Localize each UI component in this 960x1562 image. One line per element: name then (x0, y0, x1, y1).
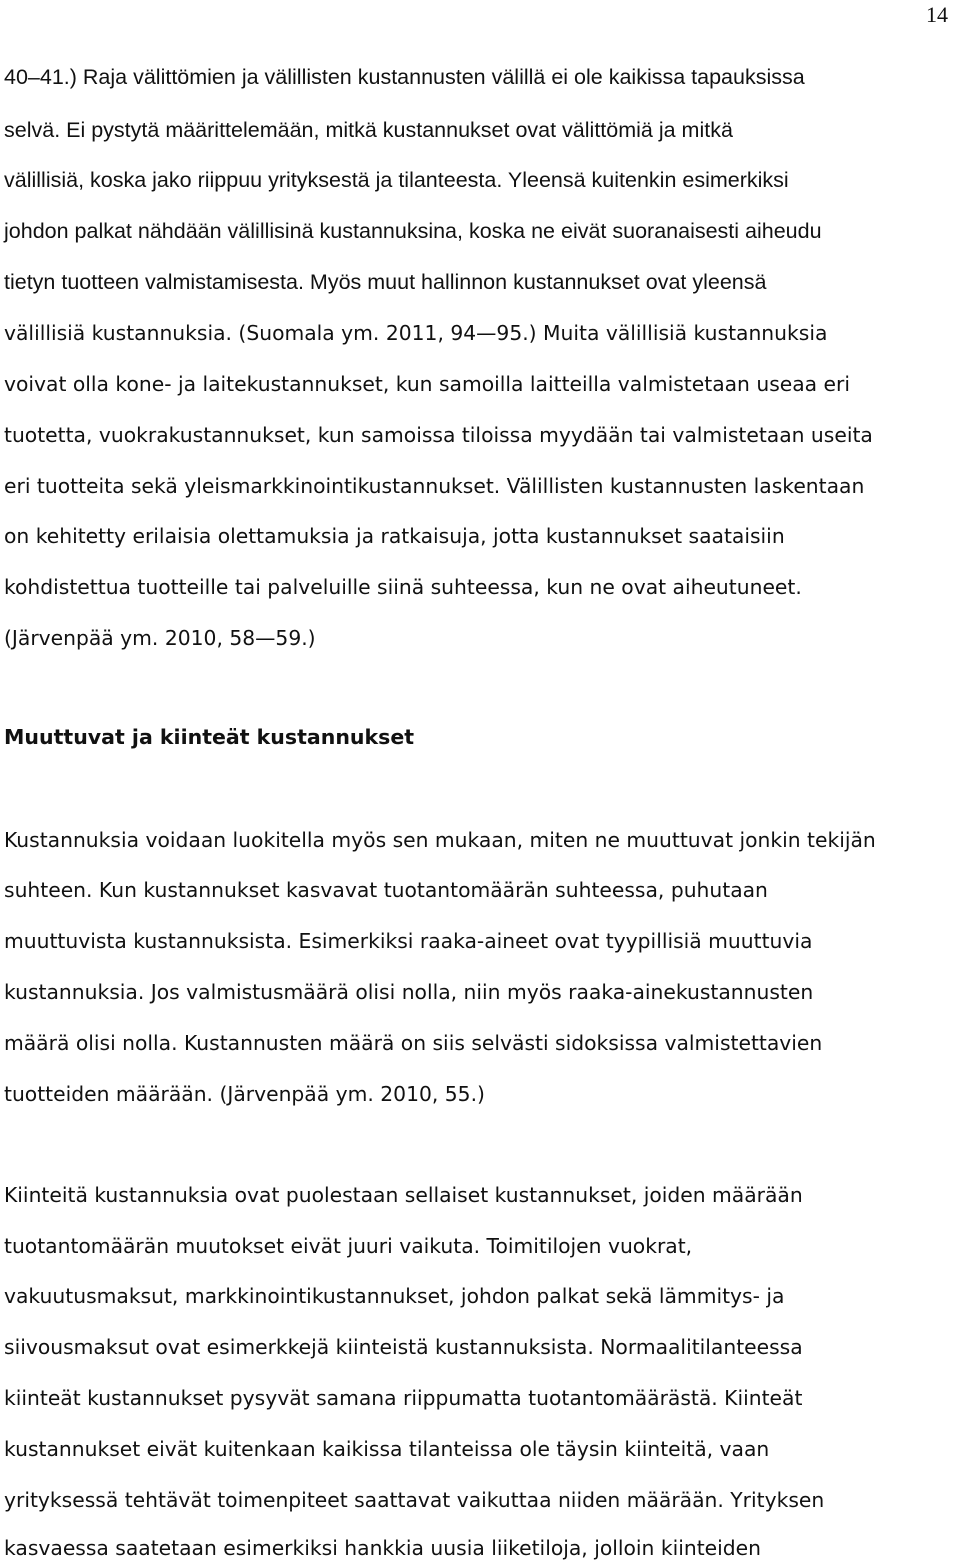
paragraph-line: voivat olla kone- ja laitekustannukset, kun samoilla laitteilla valmistetaan useaa eri (4, 372, 850, 396)
paragraph-line: selvä. Ei pystytä määrittelemään, mitkä kustannukset ovat välittömiä ja mitkä (4, 118, 733, 142)
paragraph-line: kiinteät kustannukset pysyvät samana riippumatta tuotantomäärästä. Kiinteät (4, 1386, 803, 1410)
paragraph-line: tietyn tuotteen valmistamisesta. Myös muut hallinnon kustannukset ovat yleensä (4, 270, 767, 294)
paragraph-line: eri tuotteita sekä yleismarkkinointikustannukset. Välillisten kustannusten laskentaan (4, 474, 865, 498)
paragraph-line: siivousmaksut ovat esimerkkejä kiinteistä kustannuksista. Normaalitilanteessa (4, 1335, 803, 1359)
paragraph-line: tuotetta, vuokrakustannukset, kun samoissa tiloissa myydään tai valmistetaan useita (4, 423, 873, 447)
paragraph-line: tuotantomäärän muutokset eivät juuri vaikuta. Toimitilojen vuokrat, (4, 1234, 693, 1258)
paragraph-line: välillisiä, koska jako riippuu yrityksestä ja tilanteesta. Yleensä kuitenkin esimerkiksi (4, 168, 789, 192)
paragraph-line: on kehitetty erilaisia olettamuksia ja ratkaisuja, jotta kustannukset saataisiin (4, 524, 785, 548)
paragraph-line: määrä olisi nolla. Kustannusten määrä on siis selvästi sidoksissa valmistettavien (4, 1031, 823, 1055)
paragraph-line: Kiinteitä kustannuksia ovat puolestaan sellaiset kustannukset, joiden määrään (4, 1183, 803, 1207)
paragraph-line: suhteen. Kun kustannukset kasvavat tuotantomäärän suhteessa, puhutaan (4, 878, 768, 902)
paragraph-line: välillisiä kustannuksia. (Suomala ym. 2011, 94—95.) Muita välillisiä kustannuksia (4, 321, 828, 345)
paragraph-line: kustannuksia. Jos valmistusmäärä olisi nolla, niin myös raaka-ainekustannusten (4, 980, 814, 1004)
paragraph-line: kasvaessa saatetaan esimerkiksi hankkia uusia liiketiloja, jolloin kiinteiden (4, 1536, 761, 1560)
paragraph-line: johdon palkat nähdään välillisinä kustannuksina, koska ne eivät suoranaisesti aiheudu (4, 219, 822, 243)
paragraph-line: vakuutusmaksut, markkinointikustannukset, johdon palkat sekä lämmitys- ja (4, 1284, 785, 1308)
paragraph-line: kohdistettua tuotteille tai palveluille siinä suhteessa, kun ne ovat aiheutuneet. (4, 575, 802, 599)
paragraph-line: kustannukset eivät kuitenkaan kaikissa tilanteissa ole täysin kiinteitä, vaan (4, 1437, 770, 1461)
paragraph-line: yrityksessä tehtävät toimenpiteet saattavat vaikuttaa niiden määrään. Yrityksen (4, 1488, 825, 1512)
section-heading: Muuttuvat ja kiinteät kustannukset (4, 725, 415, 749)
paragraph-line: 40–41.) Raja välittömien ja välillisten kustannusten välillä ei ole kaikissa tapauksissa (4, 65, 805, 89)
paragraph-line: muuttuvista kustannuksista. Esimerkiksi raaka-aineet ovat tyypillisiä muuttuvia (4, 929, 813, 953)
paragraph-line: Kustannuksia voidaan luokitella myös sen mukaan, miten ne muuttuvat jonkin tekijän (4, 828, 876, 852)
paragraph-line: tuotteiden määrään. (Järvenpää ym. 2010, 55.) (4, 1082, 485, 1106)
paragraph-line: (Järvenpää ym. 2010, 58—59.) (4, 626, 316, 650)
page-number: 14 (926, 2, 948, 27)
